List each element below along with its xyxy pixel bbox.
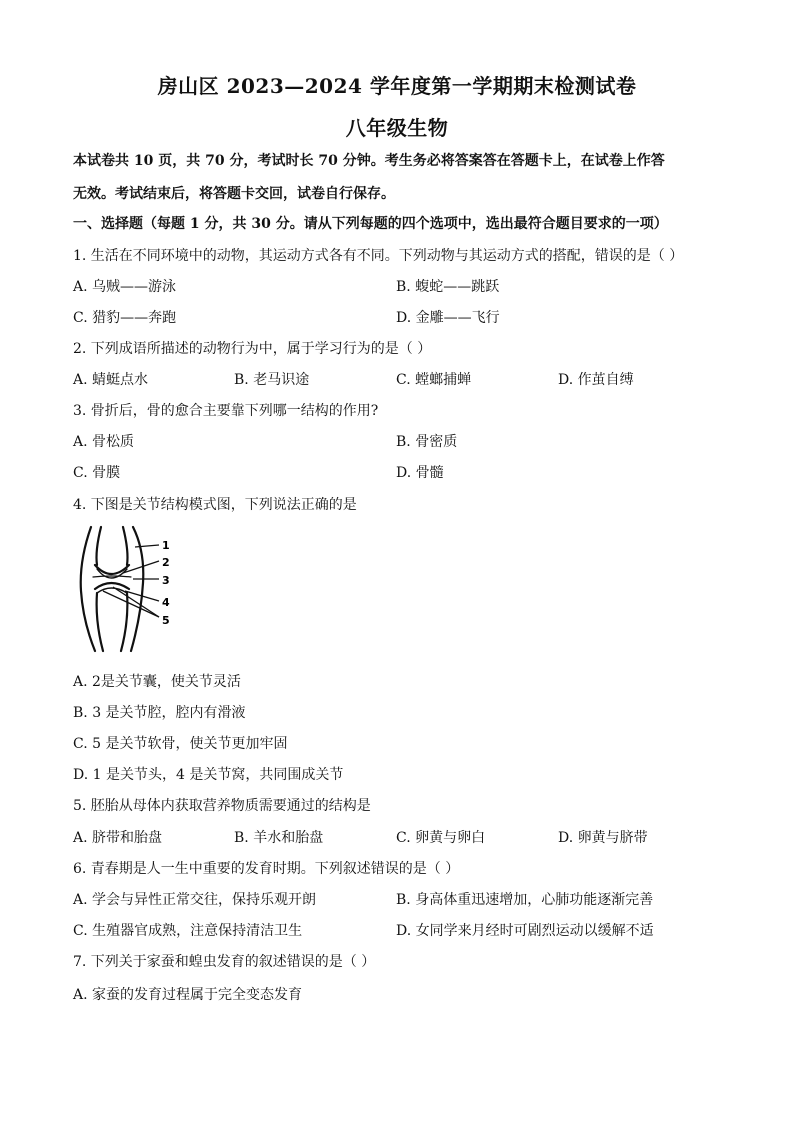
question-5-option-b: B. 羊水和胎盘 — [234, 830, 324, 846]
question-4-option-b: B. 3 是关节腔，腔内有滑液 — [73, 705, 246, 721]
section-heading: 一、选择题（每题 1 分，共 30 分。请从下列每题的四个选项中，选出最符合题目要求的一项） — [73, 216, 668, 232]
joint-structure-figure — [73, 521, 183, 656]
question-1-option-b: B. 蝮蛇——跳跃 — [396, 279, 500, 295]
question-1-option-d: D. 金雕——飞行 — [396, 310, 500, 326]
question-3-option-a: A. 骨松质 — [73, 434, 135, 450]
question-3-stem: 3. 骨折后，骨的愈合主要靠下列哪一结构的作用? — [73, 403, 379, 419]
question-5-option-a: A. 脐带和胎盘 — [73, 830, 163, 846]
exam-title: 房山区 2023—2024 学年度第一学期期末检测试卷 — [157, 74, 637, 98]
question-7-option-a: A. 家蚕的发育过程属于完全变态发育 — [73, 987, 303, 1003]
question-1-option-c: C. 猎豹——奔跑 — [73, 310, 177, 326]
question-1-option-a: A. 乌贼——游泳 — [73, 279, 177, 295]
question-2-stem: 2. 下列成语所描述的动物行为中，属于学习行为的是（ ） — [73, 341, 432, 357]
joint-diagram — [73, 521, 183, 656]
figure-label-3: 3 — [162, 574, 170, 587]
question-3-option-c: C. 骨膜 — [73, 465, 121, 481]
joint-outer-left — [81, 527, 95, 651]
exam-subtitle: 八年级生物 — [345, 116, 449, 140]
question-6-stem: 6. 青春期是人一生中重要的发育时期。下列叙述错误的是（ ） — [73, 861, 460, 877]
question-7-stem: 7. 下列关于家蚕和蝗虫发育的叙述错误的是（ ） — [73, 954, 376, 970]
question-4-stem: 4. 下图是关节结构模式图，下列说法正确的是 — [73, 497, 357, 513]
question-4-option-c: C. 5 是关节软骨，使关节更加牢固 — [73, 736, 288, 752]
intro-line-2: 无效。考试结束后，将答题卡交回，试卷自行保存。 — [73, 186, 395, 202]
question-1-stem: 1. 生活在不同环境中的动物，其运动方式各有不同。下列动物与其运动方式的搭配，错误的是（ ） — [73, 248, 684, 264]
question-6-option-c: C. 生殖器官成熟，注意保持清洁卫生 — [73, 923, 303, 939]
question-4-option-d: D. 1 是关节头，4 是关节窝，共同围成关节 — [73, 767, 344, 783]
question-2-option-d: D. 作茧自缚 — [558, 372, 634, 388]
figure-label-2: 2 — [162, 556, 170, 569]
question-2-option-a: A. 蜻蜓点水 — [73, 372, 149, 388]
question-3-option-d: D. 骨髓 — [396, 465, 444, 481]
question-5-stem: 5. 胚胎从母体内获取营养物质需要通过的结构是 — [73, 798, 371, 814]
question-4-option-a: A. 2是关节囊，使关节灵活 — [73, 674, 241, 690]
intro-line-1: 本试卷共 10 页，共 70 分，考试时长 70 分钟。考生务必将答案答在答题卡上，在试卷上作答 — [73, 153, 665, 169]
question-2-option-b: B. 老马识途 — [234, 372, 310, 388]
figure-label-4: 4 — [162, 596, 170, 609]
question-6-option-d: D. 女同学来月经时可剧烈运动以缓解不适 — [396, 923, 654, 939]
question-6-option-a: A. 学会与异性正常交往，保持乐观开朗 — [73, 892, 317, 908]
joint-outer-right — [131, 527, 143, 651]
question-5-option-d: D. 卵黄与脐带 — [558, 830, 648, 846]
question-2-option-c: C. 螳螂捕蝉 — [396, 372, 472, 388]
figure-label-5: 5 — [162, 614, 170, 627]
question-6-option-b: B. 身高体重迅速增加，心肺功能逐渐完善 — [396, 892, 654, 908]
question-3-option-b: B. 骨密质 — [396, 434, 458, 450]
figure-label-1: 1 — [162, 539, 170, 552]
question-5-option-c: C. 卵黄与卵白 — [396, 830, 486, 846]
